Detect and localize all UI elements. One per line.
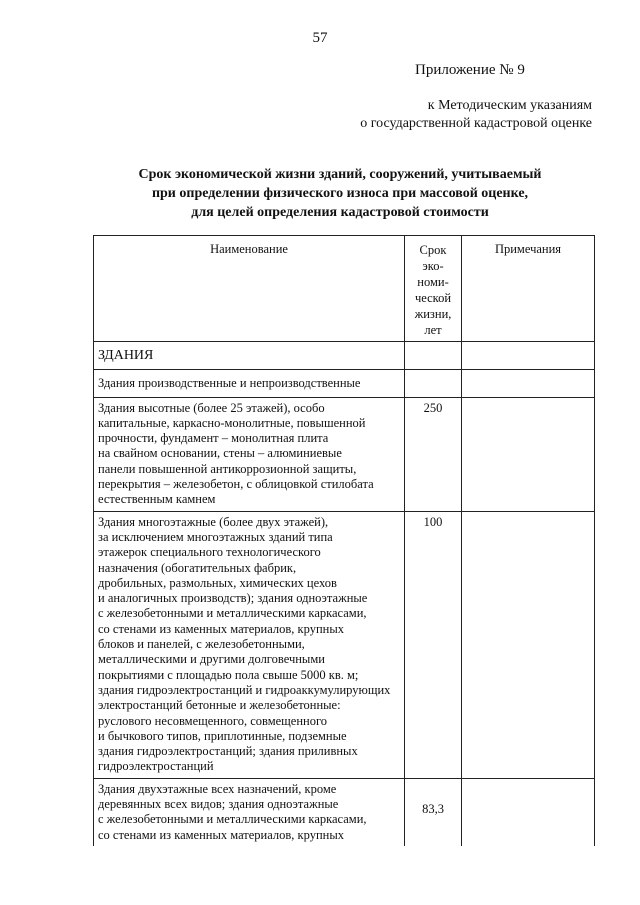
cell-line: с железобетонными и металлическими каркасами, bbox=[98, 812, 367, 827]
cell-line: с железобетонными и металлическими каркасами, bbox=[98, 606, 367, 621]
cell-line: со стенами из каменных материалов, крупных bbox=[98, 621, 344, 636]
cell-line: со стенами из каменных материалов, крупных bbox=[98, 827, 344, 842]
appendix-label: Приложение № 9 bbox=[415, 62, 525, 78]
cell-line: и аналогичных производств); здания одноэтажные bbox=[98, 591, 368, 606]
cell-line: Здания двухэтажные всех назначений, кроме bbox=[98, 781, 337, 796]
cell-line: капитальные, каркасно-монолитные, повышенной bbox=[98, 415, 366, 430]
cell-line: руслового несовмещенного, совмещенного bbox=[98, 713, 328, 728]
table-cell-life: 250 bbox=[405, 397, 462, 511]
cell-line: блоков и панелей, с железобетонными, bbox=[98, 637, 305, 652]
header-economic-life bbox=[405, 236, 462, 342]
table-cell-notes bbox=[462, 511, 595, 778]
cell-line: на свайном основании, стены – алюминиевые bbox=[98, 446, 342, 461]
header-life-line: номи- bbox=[417, 275, 449, 289]
subsection-title: Здания производственные и непроизводственные bbox=[94, 370, 405, 397]
cell-line: гидроэлектростанций bbox=[98, 759, 214, 774]
section-title: ЗДАНИЯ bbox=[94, 342, 405, 370]
table-row bbox=[94, 511, 595, 778]
header-life-line: жизни, bbox=[414, 307, 452, 321]
table-cell-name bbox=[94, 397, 405, 511]
header-notes: Примечания bbox=[462, 236, 595, 342]
table-cell-life: 100 bbox=[405, 511, 462, 778]
cell-line: деревянных всех видов; здания одноэтажные bbox=[98, 797, 339, 812]
cell-line: панели повышенной антикоррозионной защиты, bbox=[98, 461, 357, 476]
economic-life-table bbox=[93, 235, 595, 846]
title-line: при определении физического износа при массовой оценке, bbox=[151, 186, 529, 201]
cell-line: этажерок специального технологического bbox=[98, 545, 321, 560]
cell-line: металлическими и другими долговечными bbox=[98, 652, 325, 667]
table-cell-notes bbox=[462, 778, 595, 846]
cell-line: дробильных, размольных, химических цехов bbox=[98, 575, 337, 590]
table-header-row bbox=[94, 236, 595, 342]
cell-line: Здания высотные (более 25 этажей), особо bbox=[98, 400, 325, 415]
table-cell-name bbox=[94, 511, 405, 778]
cell-line: здания гидроэлектростанций; здания приливных bbox=[98, 744, 358, 759]
page-number: 57 bbox=[312, 30, 328, 46]
document-title bbox=[60, 165, 620, 222]
table-cell-life bbox=[405, 342, 462, 370]
table-cell-notes bbox=[462, 370, 595, 397]
cell-line: Здания многоэтажные (более двух этажей), bbox=[98, 514, 329, 529]
cell-line: покрытиями с площадью пола свыше 5000 кв. м; bbox=[98, 667, 359, 682]
table-cell-life: 83,3 bbox=[405, 778, 462, 846]
table-row bbox=[94, 397, 595, 511]
section-row bbox=[94, 342, 595, 370]
subsection-row bbox=[94, 370, 595, 397]
cell-line: прочности, фундамент – монолитная плита bbox=[98, 431, 329, 446]
cell-line: электростанций бетонные и железобетонные: bbox=[98, 698, 341, 713]
reference-line: о государственной кадастровой оценке bbox=[360, 116, 592, 131]
cell-line: перекрытия – железобетон, с облицовкой стилобата bbox=[98, 477, 374, 492]
header-life-line: ческой bbox=[414, 291, 452, 305]
title-line: Срок экономической жизни зданий, сооружений, учитываемый bbox=[138, 167, 542, 182]
table-row bbox=[94, 778, 595, 846]
header-life-line: лет bbox=[424, 323, 442, 337]
title-line: для целей определения кадастровой стоимости bbox=[191, 205, 489, 220]
header-life-line: эко- bbox=[422, 259, 444, 273]
table-cell-name bbox=[94, 778, 405, 846]
cell-line: и бычкового типов, приплотинные, подземные bbox=[98, 728, 347, 743]
table-cell-notes bbox=[462, 397, 595, 511]
cell-line: за исключением многоэтажных зданий типа bbox=[98, 529, 333, 544]
document-reference bbox=[360, 97, 592, 133]
table-cell-notes bbox=[462, 342, 595, 370]
reference-line: к Методическим указаниям bbox=[427, 98, 592, 113]
cell-line: естественным камнем bbox=[98, 492, 216, 507]
cell-line: здания гидроэлектростанций и гидроаккумулирующих bbox=[98, 682, 391, 697]
header-life-line: Срок bbox=[419, 243, 447, 257]
cell-line: назначения (обогатительных фабрик, bbox=[98, 560, 297, 575]
table-cell-life bbox=[405, 370, 462, 397]
header-name: Наименование bbox=[94, 236, 405, 342]
